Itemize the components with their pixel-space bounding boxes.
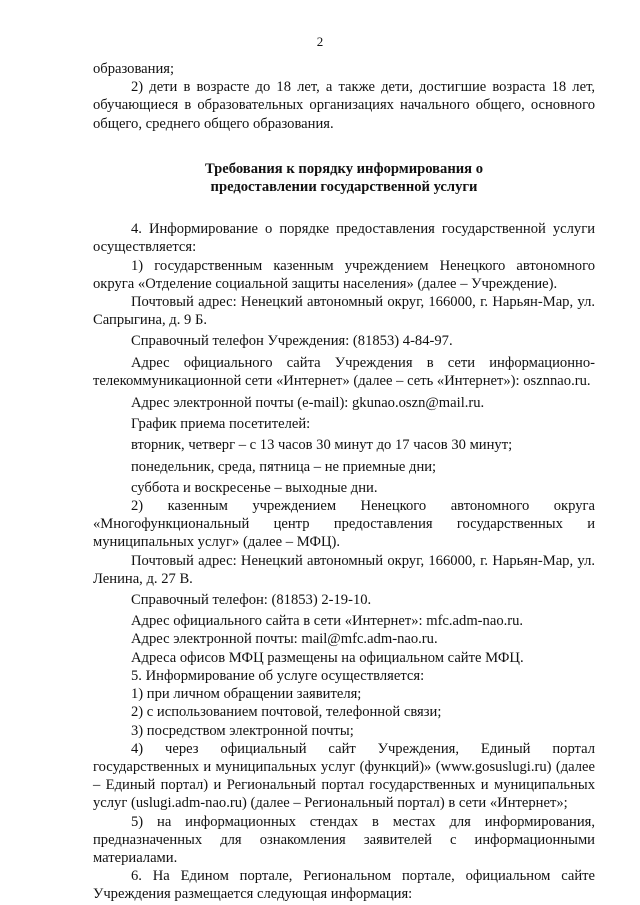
paragraph-mfc-phone: Справочный телефон: (81853) 2-19-10. xyxy=(131,592,372,609)
paragraph-continuation: образования; xyxy=(93,61,175,77)
paragraph-item-5-2: 2) с использованием почтовой, телефонной связи; xyxy=(131,704,442,721)
paragraph-schedule-weekend: суббота и воскресенье – выходные дни. xyxy=(131,479,378,496)
paragraph-item-5: 5. Информирование об услуге осуществляется: xyxy=(131,667,425,684)
section-heading-line-2: предоставлении государственной услуги xyxy=(210,179,478,196)
paragraph-children-category: 2) дети в возрасте до 18 лет, а также дети, достигшие возраста 18 лет, обучающиеся в образовательных организациях начального общего, основного общего, среднего общего образования. xyxy=(93,79,595,132)
paragraph-phone: Справочный телефон Учреждения: (81853) 4-84-97. xyxy=(131,333,453,350)
paragraph-postal-address: Почтовый адрес: Ненецкий автономный округ, 166000, г. Нарьян-Мар, ул. Сапрыгина, д. 9 Б. xyxy=(93,294,595,329)
paragraph-institution: 1) государственным казенным учреждением Ненецкого автономного округа «Отделение социальной защиты населения» (далее – Учреждение). xyxy=(93,257,595,292)
paragraph-item-5-1: 1) при личном обращении заявителя; xyxy=(131,686,362,703)
paragraph-mfc-email: Адрес электронной почты: mail@mfc.adm-nao.ru. xyxy=(131,631,438,648)
paragraph-email: Адрес электронной почты (e-mail): gkunao.oszn@mail.ru. xyxy=(131,395,485,412)
paragraph-mfc: 2) казенным учреждением Ненецкого автономного округа «Многофункциональный центр предоставления государственных и муниципальных услуг» (далее – МФЦ). xyxy=(93,498,595,551)
paragraph-item-5-4: 4) через официальный сайт Учреждения, Единый портал государственных и муниципальных услуг (функций)» (www.gosuslugi.ru) (далее – Единый портал) и Региональный портал государственных и муниципальных услуг (uslugi.adm-nao.ru) (далее – Региональный портал) в сети «Интернет»; xyxy=(93,740,595,812)
paragraph-schedule-tue-thu: вторник, четверг – с 13 часов 30 минут до 17 часов 30 минут; xyxy=(131,437,513,454)
paragraph-schedule-mon-wed-fri: понедельник, среда, пятница – не приемные дни; xyxy=(131,458,437,475)
paragraph-item-4: 4. Информирование о порядке предоставления государственной услуги осуществляется: xyxy=(93,221,595,256)
page-number: 2 xyxy=(316,34,324,49)
spacer xyxy=(93,133,595,160)
paragraph-website: Адрес официального сайта Учреждения в сети информационно-телекоммуникационной сети «Интернет» (далее – сеть «Интернет»): osznnao.ru. xyxy=(93,354,595,389)
spacer xyxy=(93,196,595,220)
paragraph-mfc-offices: Адреса офисов МФЦ размещены на официальном сайте МФЦ. xyxy=(131,649,524,666)
paragraph-mfc-postal-address: Почтовый адрес: Ненецкий автономный округ, 166000, г. Нарьян-Мар, ул. Ленина, д. 27 В. xyxy=(93,552,595,587)
paragraph-item-6: 6. На Едином портале, Региональном портале, официальном сайте Учреждения размещается следующая информация: xyxy=(93,868,595,903)
paragraph-item-5-3: 3) посредством электронной почты; xyxy=(131,722,354,739)
document-body xyxy=(93,60,595,904)
paragraph-mfc-website: Адрес официального сайта в сети «Интернет»: mfc.adm-nao.ru. xyxy=(131,613,524,630)
paragraph-item-5-5: 5) на информационных стендах в местах для информирования, предназначенных для ознакомления заявителей с информационными материалами. xyxy=(93,813,595,866)
paragraph-schedule-title: График приема посетителей: xyxy=(131,416,311,433)
section-heading-line-1: Требования к порядку информирования о xyxy=(205,160,483,177)
